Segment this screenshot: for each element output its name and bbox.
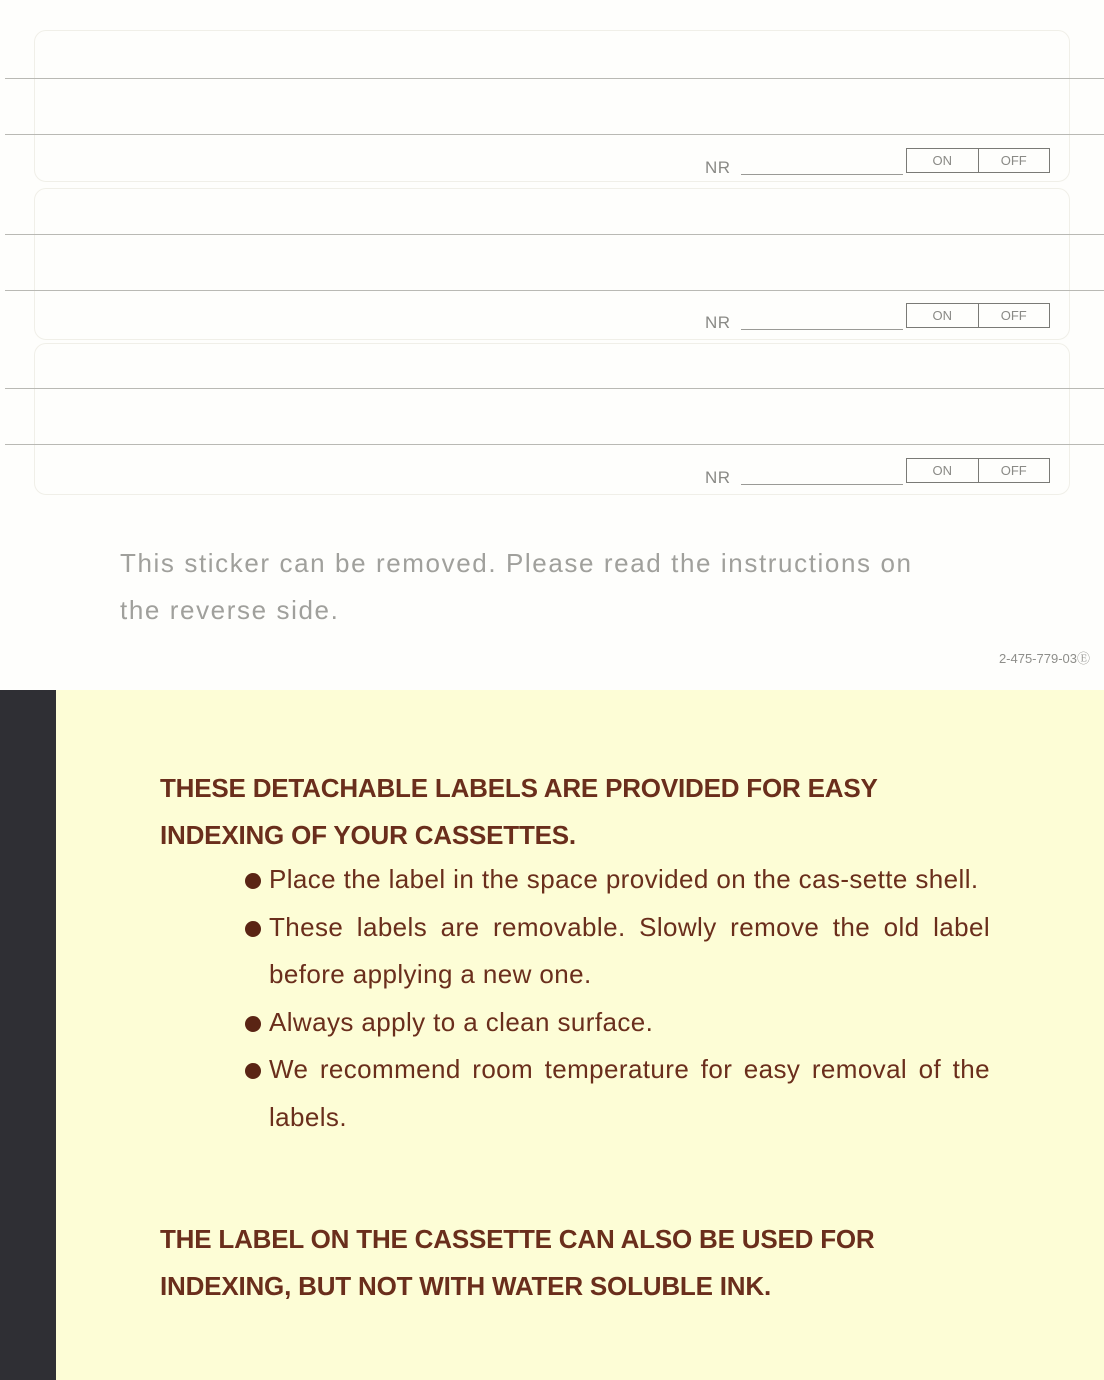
list-item (245, 856, 990, 904)
part-number: 2-475-779-03Ⓔ (998, 651, 1090, 666)
label-3-write-line-2 (5, 444, 1104, 445)
list-item-text: Place the label in the space provided on the cas-sette shell. (269, 864, 979, 894)
removal-notice (120, 540, 1020, 634)
footer-line-2: INDEXING, BUT NOT WITH WATER SOLUBLE INK. (160, 1271, 771, 1301)
list-item (245, 1046, 990, 1141)
instruction-card (0, 690, 1104, 1380)
nr-toggle[interactable] (906, 148, 1050, 173)
nr-off-box[interactable]: OFF (1000, 153, 1027, 168)
bullet-icon (245, 1063, 261, 1079)
label-3-write-line-1 (5, 388, 1104, 389)
label-1-write-line-2 (5, 134, 1104, 135)
instructions-heading (160, 765, 990, 859)
label-2-write-line-1 (5, 234, 1104, 235)
label-2-nr-row (705, 303, 1051, 333)
instructions-footer (160, 1216, 990, 1310)
nr-write-line (741, 329, 903, 330)
label-3-nr-row (705, 458, 1051, 488)
list-item (245, 999, 990, 1047)
nr-label: NR (705, 158, 731, 177)
heading-line-1: THESE DETACHABLE LABELS ARE PROVIDED FOR EASY (160, 773, 878, 803)
nr-on-box[interactable]: ON (907, 149, 979, 172)
nr-toggle[interactable] (906, 303, 1050, 328)
bullet-icon (245, 873, 261, 889)
label-2-write-line-2 (5, 290, 1104, 291)
nr-off-box[interactable]: OFF (1000, 463, 1027, 478)
label-1-nr-row (705, 148, 1051, 178)
footer-line-1: THE LABEL ON THE CASSETTE CAN ALSO BE USED FOR (160, 1224, 875, 1254)
heading-line-2: INDEXING OF YOUR CASSETTES. (160, 820, 576, 850)
list-item-text: These labels are removable. Slowly remove the old label before applying a new one. (269, 911, 990, 989)
nr-on-box[interactable]: ON (907, 459, 979, 482)
nr-off-box[interactable]: OFF (1000, 308, 1027, 323)
nr-label: NR (705, 313, 731, 332)
list-item (245, 904, 990, 999)
nr-toggle[interactable] (906, 458, 1050, 483)
removal-notice-line-1: This sticker can be removed. Please read the instructions on (120, 548, 913, 578)
nr-write-line (741, 174, 903, 175)
bullet-icon (245, 1016, 261, 1032)
nr-write-line (741, 484, 903, 485)
list-item-text: Always apply to a clean surface. (269, 1006, 654, 1037)
nr-label: NR (705, 468, 731, 487)
bullet-icon (245, 921, 261, 937)
list-item-text: We recommend room temperature for easy removal of the labels. (269, 1054, 990, 1132)
instruction-list (245, 856, 990, 1141)
binding-strip (0, 690, 56, 1380)
removal-notice-line-2: the reverse side. (120, 595, 340, 625)
label-1-write-line-1 (5, 78, 1104, 79)
nr-on-box[interactable]: ON (907, 304, 979, 327)
